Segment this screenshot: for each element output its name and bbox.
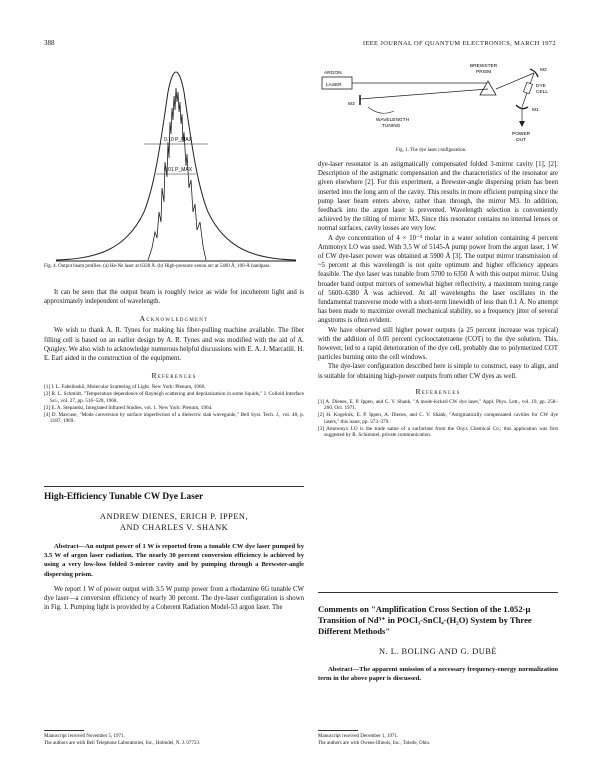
running-head: IEEE JOURNAL OF QUANTUM ELECTRONICS, MARCH 1972 — [362, 40, 556, 47]
right-paragraph-2: A dye concentration of 4 × 10⁻⁴ molar in a water solution containing 4 percent Ammonyx LO was used. With 3.5 W of 5145-Å pump power from the argon laser, 1 W of CW dye-laser power was obtained at 5900 Å [3]. The output mirror transmission of ~5 percent at this wavelength is not quite optimum and higher efficiency appears feasible. The dye laser was tunable from 5700 to 6350 Å with this output mirror. Using broader band output mirrors of somewhat higher reflectivity, a maximum tuning range of 5600–6380 Å was achieved. At all wavelengths the laser oscillates in the fundamental transverse mode with a short-term linewidth of less than 0.1 Å. No attempt has been made to maximize overall mechanical stability, so a frequency jitter of several angstroms is often evident. — [318, 234, 558, 325]
dye-cell — [523, 82, 532, 93]
comment-footnote-affiliation: The authors are with Owens-Illinois, Inc., Toledo, Ohio. — [318, 741, 431, 746]
references-heading: References — [151, 371, 197, 381]
right-paragraph-1: dye-laser resonator is an astigmatically compensated folded 3-mirror cavity [1], [2]. Description of the astigmatic compensation and the characteristics of the resonator are given elsewhere [2]. For this experiment, a Brewster-angle dispersing prism has been inserted into the long arm of the cavity. This results in more efficient pumping since the pump laser beam enters above, rather than through, the mirror M3. In addition, feedback into the argon laser is prevented. Wavelength selection is conveniently achieved by the tilting of mirror M3. Since this resonator contains no internal lenses or normal surfaces, cavity losses are very low. — [318, 161, 558, 233]
tuning-label: TUNING — [382, 124, 401, 129]
reference-item: [4] D. Marcuse, "Mode conversion by surface imperfection of a dielectric slab waveguide," Bell Syst. Tech. J., vol. 48, p. 3187, 1969. — [44, 411, 304, 425]
article-title: High-Efficiency Tunable CW Dye Laser — [44, 492, 204, 502]
power-label: POWER — [512, 132, 531, 137]
figure-1-caption: Fig. 1. The dye laser configuration. — [396, 148, 467, 153]
right-references-heading: References — [415, 386, 461, 396]
body-paragraph: We report 1 W of power output with 3.5 W pump power from a rhodamine 6G tunable CW dye laser—a conversion efficiency of nearly 30 percent. The dye-laser configuration is shown in Fig. 1. Pumping light is provided by a Coherent Radiation Model-53 argon laser. The — [44, 585, 304, 612]
authors-line-1: ANDREW DIENES, ERICH P. IPPEN, — [99, 512, 249, 521]
acknowledgment-paragraph: We wish to thank A. R. Tynes for making his fiber-pulling machine available. The fiber filling cell is based on an earlier design by A. R. Tynes and was modified with the aid of A. Quigley. We also wish to acknowledge numerous helpful discussions with E. A. J. Marcatili. H. E. Earl aided in the construction of the equipment. — [44, 327, 304, 363]
cell-label: CELL — [536, 90, 548, 95]
right-paragraph-4: The dye-laser configuration described here is simple to construct, easy to align, and is suitable for obtaining high-power outputs from other CW dyes as well. — [318, 363, 558, 380]
acknowledgment-heading: Acknowledgment — [139, 314, 209, 324]
label-0-01-pmax: 0.01 P_MAX — [164, 167, 193, 173]
reference-item: [1] I. L. Fabelinskii, Molecular Scattering of Light. New York: Plenum, 1968. — [44, 384, 206, 391]
right-paragraph-3: We have observed still higher power outputs (a 25 percent increase was typical) with the addition of 0.05 percent cyclooctatetraene (COT) to the dye solution. This, however, led to a rapid deterioration of the dye cell, probably due to polymerized COT particles burning onto the cell windows. — [318, 326, 558, 362]
prism-label-1: BREWSTER — [470, 64, 498, 69]
reference-item: [3] Ammonyx LO is the trade name of a surfactant from the Onyx Chemical Co.; this application was first suggested by R. Schimmel, private communication. — [318, 425, 558, 439]
prism-label-2: PRISM — [476, 70, 492, 75]
wavelength-label: WAVELENGTH — [376, 118, 410, 123]
comment-title: Comments on "Amplification Cross Section of the 1.052-μ Transition of Nd³⁺ in POCl₃-SnCl₄-(H₂O) System by Three Different Methods" — [318, 604, 532, 636]
page-number: 388 — [44, 39, 55, 47]
m2-label: M2 — [540, 68, 547, 73]
right-references-list — [318, 399, 558, 439]
argon-label: ARGON — [324, 71, 342, 76]
reference-item: [2] R. L. Schmidt, "Temperature dependence of Rayleigh scattering and depolarization in some liquids," J. Colloid Interface Sci., vol. 27, pp. 516–528, 1968. — [44, 391, 304, 404]
laser-label: LASER — [326, 83, 342, 88]
figure-1-dye-laser-diagram — [320, 55, 560, 145]
conclusion-paragraph: It can be seen that the output beam is roughly twice as wide for incoherent light and is approximately independent of wavelength. — [44, 289, 304, 306]
references-list — [44, 384, 304, 424]
comment-abstract: Abstract—The apparent omission of a necessary frequency-energy normalization term in the above paper is discussed. — [318, 666, 558, 683]
reference-item: [2] H. Kogelnik, E. P. Ippen, A. Dienes, and C. V. Shank, "Astigmatically compensated cavities for CW dye lasers," this issue, pp. 373–379. — [318, 412, 558, 425]
m3-label: M3 — [348, 102, 355, 107]
abstract: Abstract—An output power of 1 W is reported from a tunable CW dye laser pumped by 3.5 W of argon laser radiation. The nearly 30 percent conversion efficiency is achieved by using a very low-loss folded 3-mirror cavity and by pumping through a Brewster-angle dispersing prism. — [44, 543, 304, 578]
m1-label: M1 — [532, 108, 539, 113]
dye-label: DYE — [536, 84, 546, 89]
comment-footnote-manuscript: Manuscript received December 1, 1971. — [318, 734, 399, 739]
comment-authors: N. L. BOLING AND G. DUBÉ — [378, 647, 498, 656]
out-label: OUT — [516, 138, 527, 143]
authors-line-2: AND CHARLES V. SHANK — [119, 523, 229, 532]
footnote-affiliation: The authors are with Bell Telephone Laboratories, Inc., Holmdel, N. J. 07733. — [44, 741, 201, 746]
figure-4-beam-profile — [56, 62, 296, 262]
footnote-manuscript: Manuscript received November 5, 1971. — [44, 734, 125, 739]
label-0-10-pmax: 0.10 P_MAX — [164, 137, 193, 143]
figure-4-caption: Fig. 4. Output beam profiles. (a) He-Ne laser at 6328 Å. (b) High-pressure xenon arc at 5460 Å, 100-Å bandpass. — [44, 264, 271, 269]
reference-item: [3] E. A. Stepanski, Integrated Infrared Studies, vol. 1. New York: Plenum, 1964. — [44, 404, 213, 411]
reference-item: [1] A. Dienes, E. P. Ippen, and C. V. Shank, "A mode-locked CW dye laser," Appl. Phys. Lett., vol. 19, pp. 258–260, Oct. 1971. — [318, 398, 558, 412]
